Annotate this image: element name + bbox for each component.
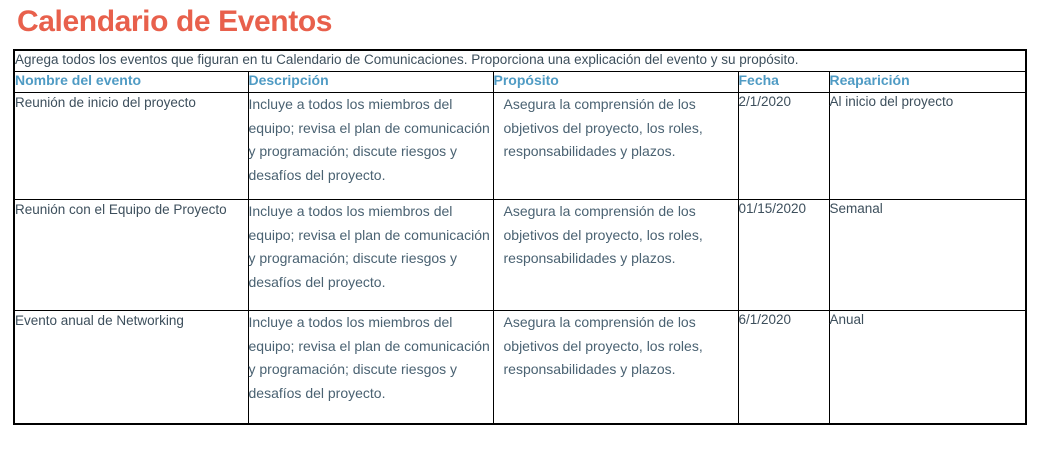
cell-event-purpose-text: Asegura la comprensión de los objetivos del proyecto, los roles, responsabilidades y plazos. [503,96,703,159]
table-row [14,311,1026,425]
cell-event-purpose[interactable] [493,93,738,200]
table-intro-text: Agrega todos los eventos que figuran en tu Calendario de Comunicaciones. Proporciona una explicación del evento y su propósito. [14,50,1026,72]
cell-event-date[interactable]: 2/1/2020 [738,93,829,200]
cell-event-date[interactable]: 6/1/2020 [738,311,829,425]
table-row [14,93,1026,200]
column-header-reaparicion[interactable]: Reaparición [829,72,1026,93]
cell-event-purpose-text: Asegura la comprensión de los objetivos del proyecto, los roles, responsabilidades y plazos. [503,203,703,266]
cell-event-name[interactable]: Reunión con el Equipo de Proyecto [14,200,248,311]
column-header-proposito[interactable]: Propósito [493,72,738,93]
cell-event-description[interactable]: Incluye a todos los miembros del equipo; revisa el plan de comunicación y programación; discute riesgos y desafíos del proyecto. [248,93,493,200]
events-table-container [13,49,1025,425]
cell-event-name[interactable]: Reunión de inicio del proyecto [14,93,248,200]
cell-event-date[interactable]: 01/15/2020 [738,200,829,311]
table-row [14,200,1026,311]
cell-event-description[interactable]: Incluye a todos los miembros del equipo; revisa el plan de comunicación y programación; discute riesgos y desafíos del proyecto. [248,311,493,425]
cell-event-name[interactable]: Evento anual de Networking [14,311,248,425]
column-header-descripcion[interactable]: Descripción [248,72,493,93]
table-header-row [14,72,1026,93]
cell-event-purpose[interactable] [493,200,738,311]
cell-event-recurrence[interactable]: Anual [829,311,1026,425]
cell-event-recurrence[interactable]: Al inicio del proyecto [829,93,1026,200]
column-header-fecha[interactable]: Fecha [738,72,829,93]
events-table [13,49,1027,425]
column-header-nombre-del-evento[interactable]: Nombre del evento [14,72,248,93]
cell-event-purpose[interactable] [493,311,738,425]
cell-event-recurrence[interactable]: Semanal [829,200,1026,311]
page-title: Calendario de Eventos [17,5,333,38]
table-intro-row [14,50,1026,72]
cell-event-purpose-text: Asegura la comprensión de los objetivos del proyecto, los roles, responsabilidades y plazos. [503,314,703,377]
cell-event-description[interactable]: Incluye a todos los miembros del equipo; revisa el plan de comunicación y programación; discute riesgos y desafíos del proyecto. [248,200,493,311]
